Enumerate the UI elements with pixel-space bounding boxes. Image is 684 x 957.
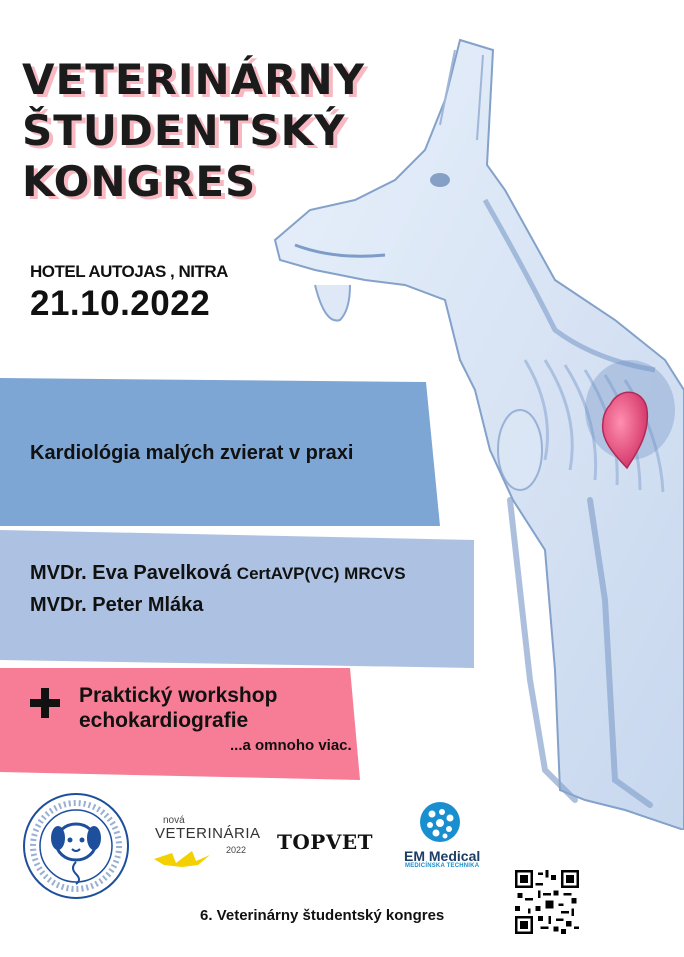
title-line-3: KONGRES [22,157,257,206]
svava-logo [20,790,132,902]
nova-year-label: 2022 [226,845,247,855]
lecture-topic: Kardiológia malých zvierat v praxi [30,442,354,464]
title-line-2: ŠTUDENTSKÝ [22,106,346,155]
plus-icon [30,688,60,718]
speaker-2 [30,594,203,617]
qr-code[interactable] [515,870,579,934]
em-medical-name: EM Medical [404,848,481,864]
speaker-1-credentials: CertAVP(VC) MRCVS [236,564,406,583]
workshop-line-1: Praktický workshop [79,684,278,707]
speaker-1 [30,562,406,585]
workshop-more: ...a omnoho viac. [230,737,352,754]
topvet-logo: TOPVET [277,830,373,854]
workshop-line-2: echokardiografie [79,709,249,732]
venue-label: HOTEL AUTOJAS , NITRA [30,262,228,281]
em-medical-icon [418,800,462,844]
nova-small-label: nová [163,815,185,826]
nova-veterinaria-label: VETERINÁRIA [155,825,261,842]
speaker-1-name: MVDr. Eva Pavelková [30,562,232,584]
em-medical-subtitle: MEDICÍNSKA TECHNIKA [405,863,480,869]
footer-caption: 6. Veterinárny študentský kongres [200,907,445,924]
event-date: 21.10.2022 [30,284,211,323]
title-line-1: VETERINÁRNY [22,55,366,104]
speaker-2-name: MVDr. Peter Mláka [30,594,204,616]
congress-title [22,54,365,207]
